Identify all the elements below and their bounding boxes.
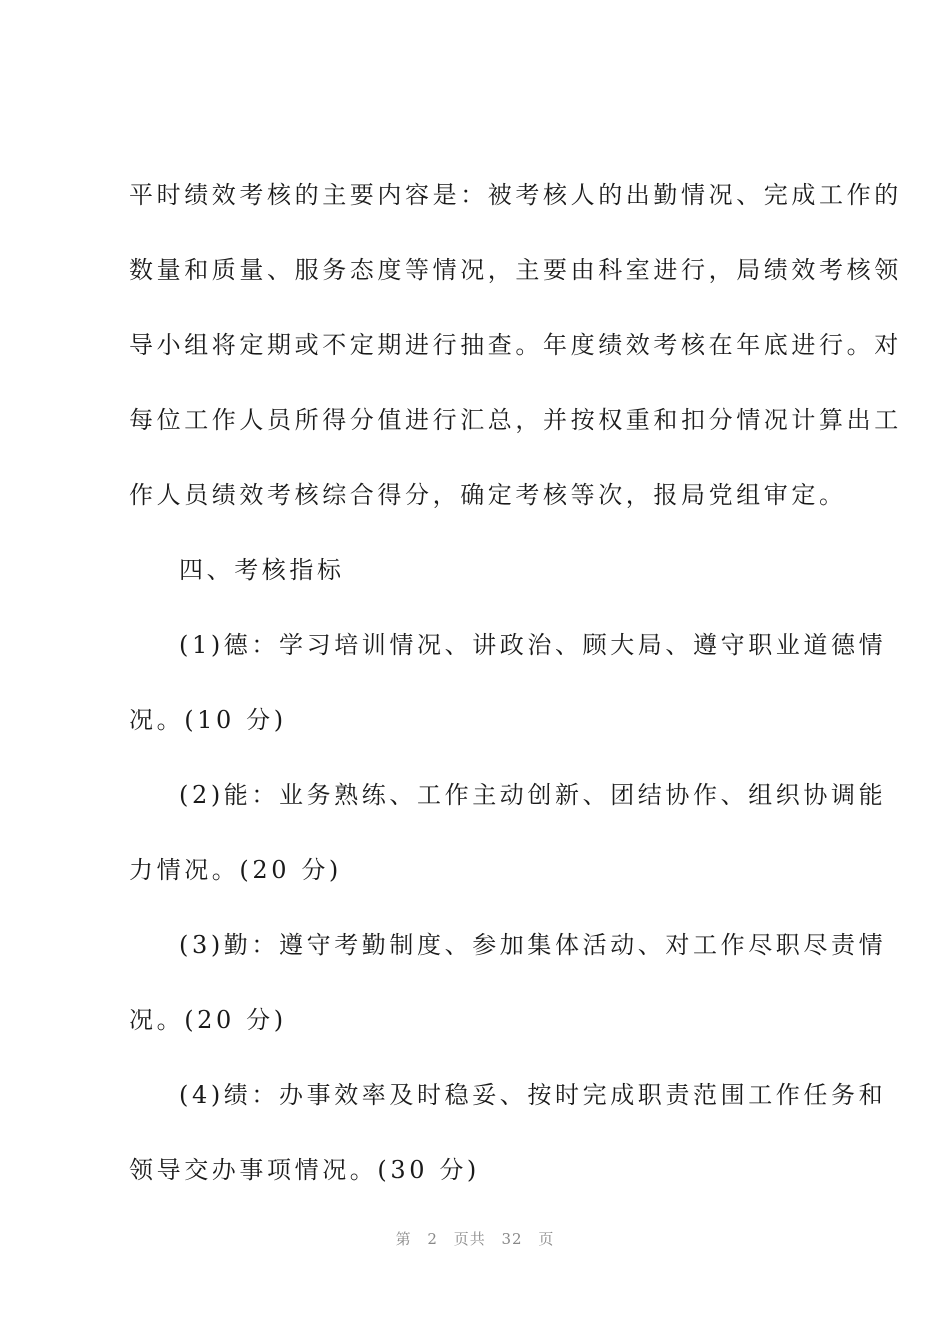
footer-page-number: 2: [427, 1230, 438, 1248]
indicator-3-line-1: (3)勤：遵守考勤制度、参加集体活动、对工作尽职尽责情: [179, 931, 887, 959]
indicator-1-line-1: (1)德：学习培训情况、讲政治、顾大局、遵守职业道德情: [179, 631, 887, 659]
indicator-1-line-2: 况。(10 分): [129, 706, 287, 734]
paragraph-line-3: 导小组将定期或不定期进行抽查。年度绩效考核在年底进行。对: [129, 331, 902, 359]
footer-page-suffix: 页: [538, 1230, 555, 1248]
paragraph-line-1: 平时绩效考核的主要内容是：被考核人的出勤情况、完成工作的: [129, 181, 902, 209]
footer-total-pages: 32: [501, 1230, 523, 1248]
indicator-4-line-2: 领导交办事项情况。(30 分): [129, 1156, 480, 1184]
footer-page-middle: 页共: [453, 1230, 486, 1248]
footer-page-prefix: 第: [395, 1230, 412, 1248]
paragraph-line-5: 作人员绩效考核综合得分，确定考核等次，报局党组审定。: [129, 481, 847, 509]
paragraph-line-2: 数量和质量、服务态度等情况，主要由科室进行，局绩效考核领: [129, 256, 902, 284]
indicator-3-line-2: 况。(20 分): [129, 1006, 287, 1034]
indicator-2-line-1: (2)能：业务熟练、工作主动创新、团结协作、组织协调能: [179, 781, 887, 809]
page-footer: [0, 1228, 950, 1249]
section-heading: 四、考核指标: [179, 556, 345, 584]
paragraph-line-4: 每位工作人员所得分值进行汇总，并按权重和扣分情况计算出工: [129, 406, 902, 434]
indicator-2-line-2: 力情况。(20 分): [129, 856, 342, 884]
indicator-4-line-1: (4)绩：办事效率及时稳妥、按时完成职责范围工作任务和: [179, 1081, 887, 1109]
